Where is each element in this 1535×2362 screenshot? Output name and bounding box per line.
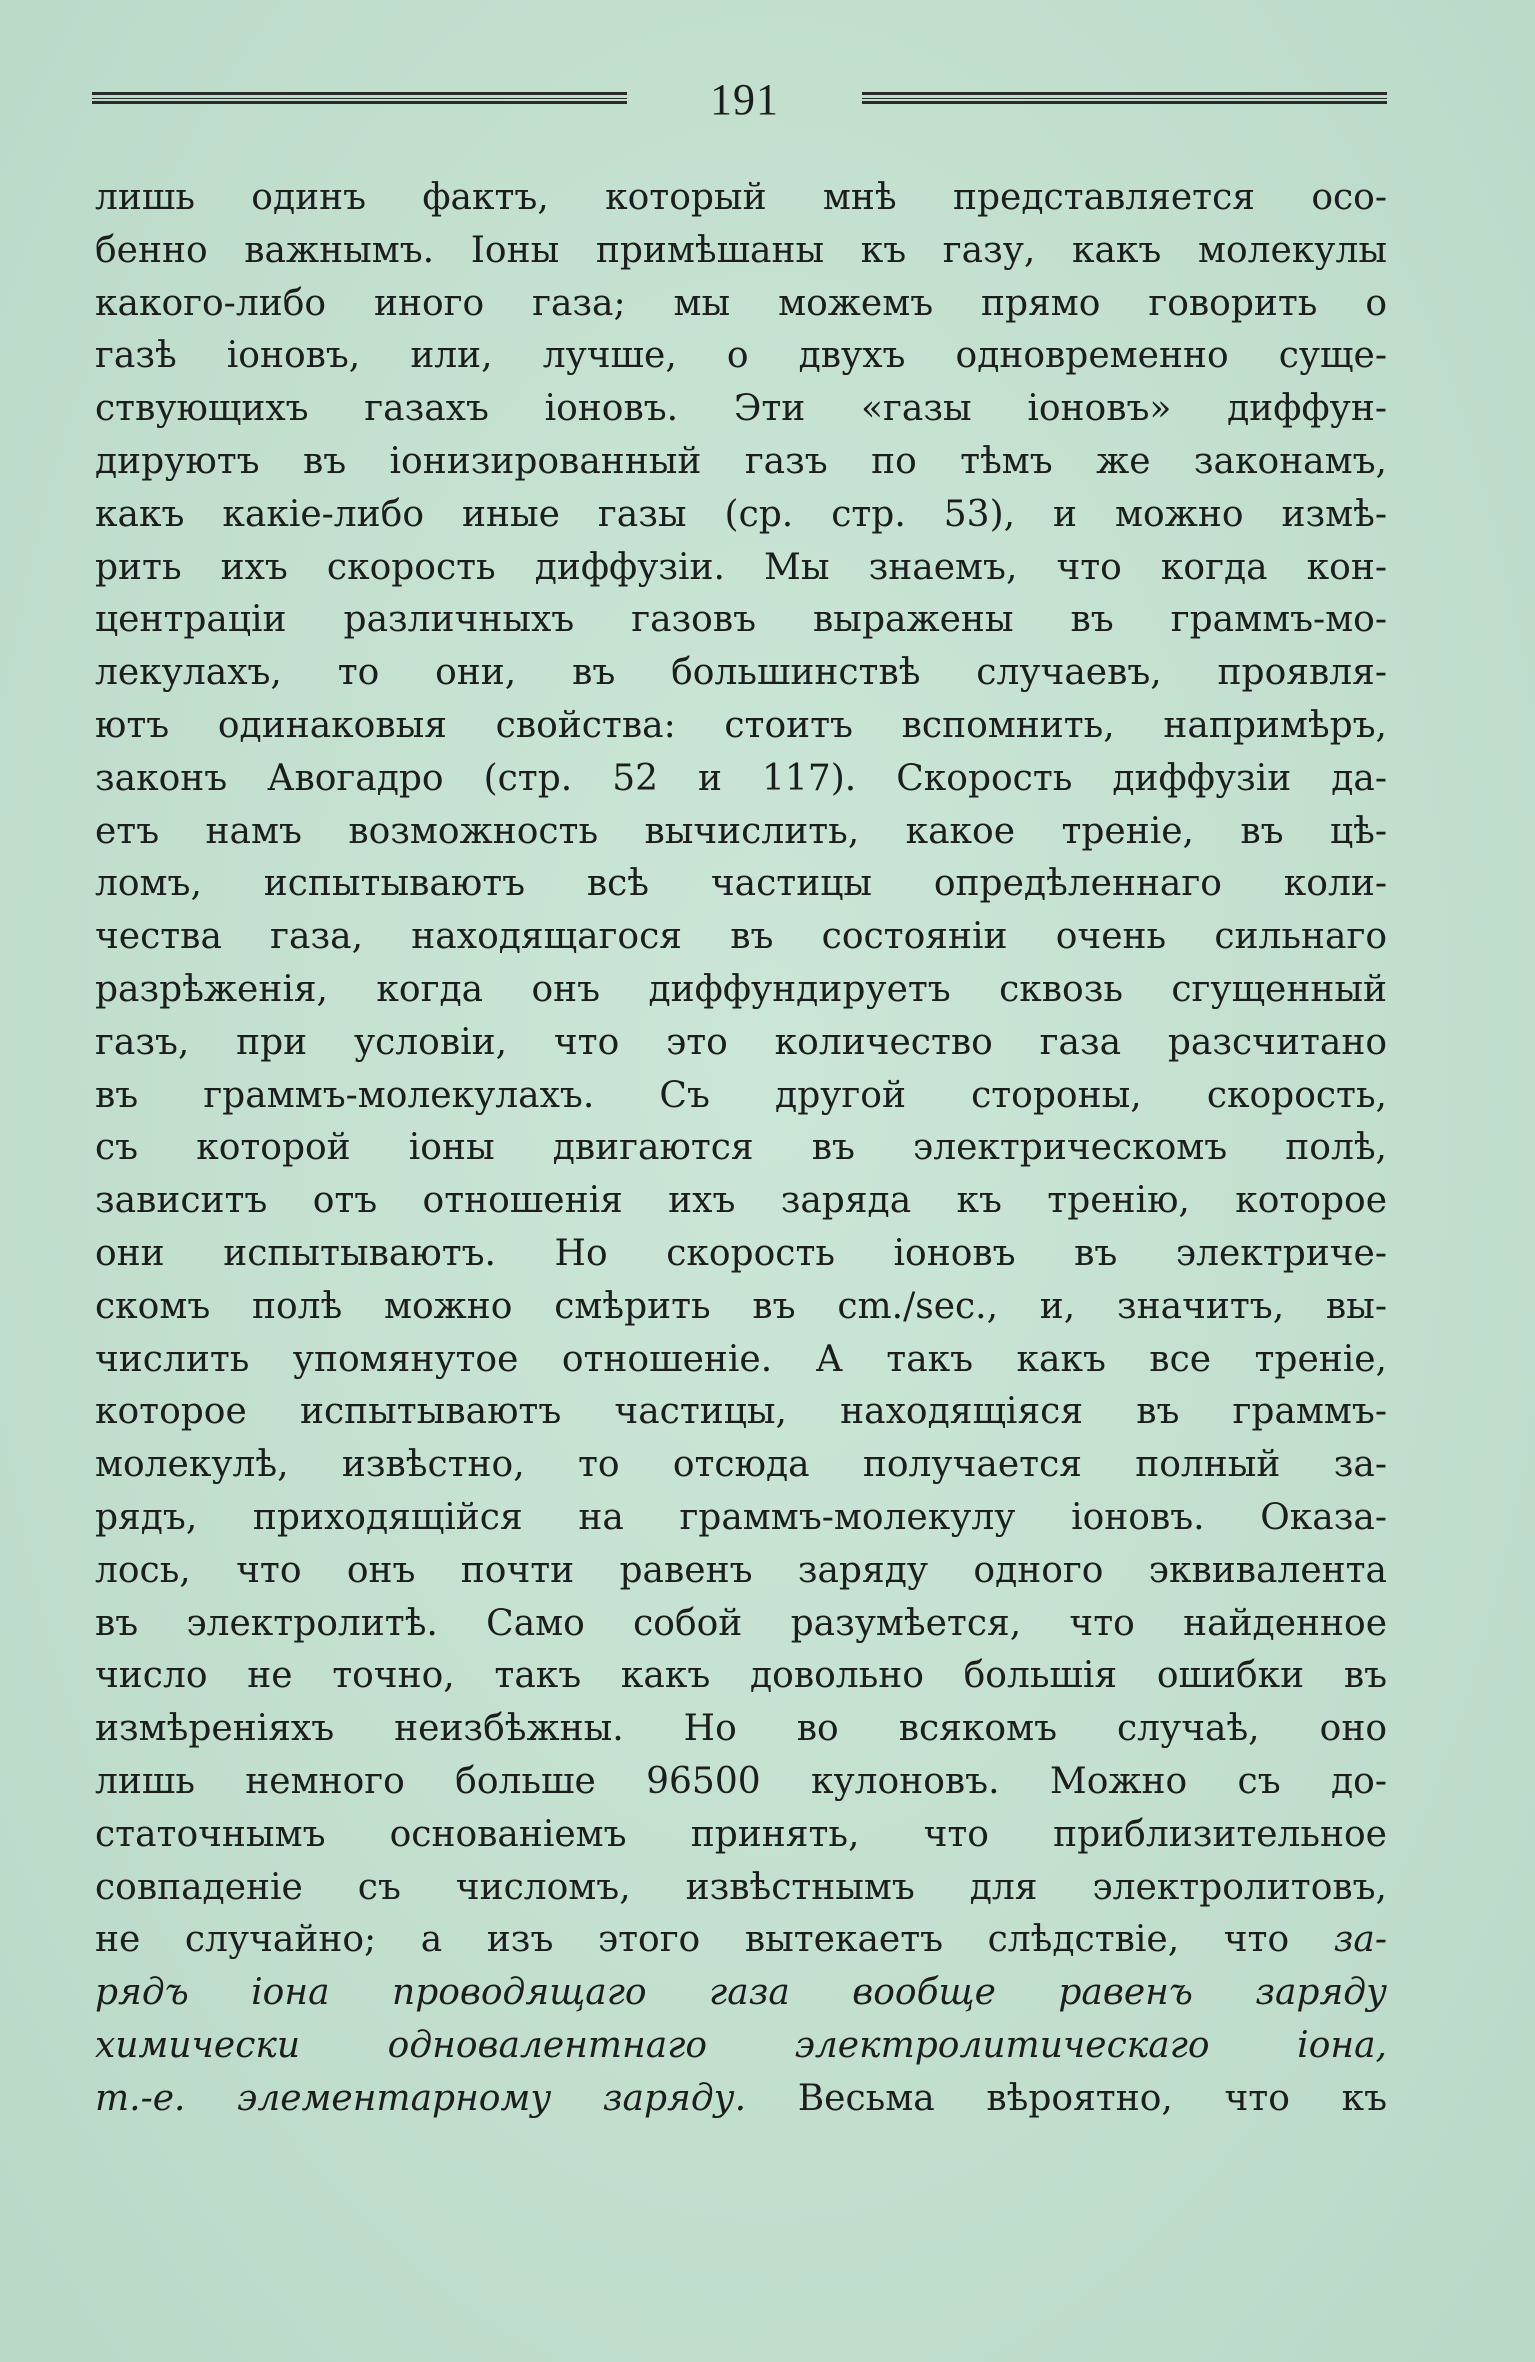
text-line: газѣ іоновъ, или, лучше, о двухъ одновременно суще- xyxy=(95,335,1387,377)
body-text xyxy=(95,172,1387,2125)
text-line: законъ Авогадро (стр. 52 и 117). Скорость диффузіи да- xyxy=(95,757,1387,799)
page-header xyxy=(92,70,1392,130)
text-line: они испытываютъ. Но скорость іоновъ въ электриче- xyxy=(95,1232,1387,1274)
italic-run: т.-е. элементарному заряду. xyxy=(95,2077,747,2119)
text-line: газъ, при условіи, что это количество газа разсчитано xyxy=(95,1021,1387,1063)
text-line: ствующихъ газахъ іоновъ. Эти «газы іоновъ» диффун- xyxy=(95,388,1387,430)
page-number: 191 xyxy=(710,75,779,124)
text-line: разрѣженія, когда онъ диффундируетъ сквозь сгущенный xyxy=(95,968,1387,1010)
text-line: въ граммъ-молекулахъ. Съ другой стороны, скорость, xyxy=(95,1074,1387,1116)
text-line-mixed xyxy=(95,1914,1387,1967)
text-line: лось, что онъ почти равенъ заряду одного эквивалента xyxy=(95,1549,1387,1591)
header-rule-left xyxy=(92,92,627,104)
text-line: скомъ полѣ можно смѣрить въ cm./sec., и, значитъ, вы- xyxy=(95,1285,1387,1327)
text-line: числить упомянутое отношеніе. А такъ какъ все треніе, xyxy=(95,1338,1387,1380)
text-run: Весьма вѣроятно, что къ xyxy=(746,2077,1387,2119)
text-line: дируютъ въ іонизированный газъ по тѣмъ же законамъ, xyxy=(95,440,1387,482)
text-line: съ которой іоны двигаются въ электрическомъ полѣ, xyxy=(95,1127,1387,1169)
text-line: ломъ, испытываютъ всѣ частицы опредѣленнаго коли- xyxy=(95,863,1387,905)
text-line: центраціи различныхъ газовъ выражены въ граммъ-мо- xyxy=(95,599,1387,641)
text-line: которое испытываютъ частицы, находящіяся въ граммъ- xyxy=(95,1391,1387,1433)
text-line: какъ какіе-либо иные газы (ср. стр. 53), и можно измѣ- xyxy=(95,493,1387,535)
text-line: совпаденіе съ числомъ, извѣстнымъ для электролитовъ, xyxy=(95,1866,1387,1908)
italic-run: за- xyxy=(1333,1919,1387,1961)
text-line: ютъ одинаковыя свойства: стоитъ вспомнить, напримѣръ, xyxy=(95,704,1387,746)
text-line: статочнымъ основаніемъ принять, что приблизительное xyxy=(95,1813,1387,1855)
text-line: чества газа, находящагося въ состояніи очень сильнаго xyxy=(95,916,1387,958)
italic-line: рядъ іона проводящаго газа вообще равенъ заряду xyxy=(95,1972,1387,2014)
text-line: етъ намъ возможность вычислить, какое треніе, въ цѣ- xyxy=(95,810,1387,852)
text-line: бенно важнымъ. Іоны примѣшаны къ газу, какъ молекулы xyxy=(95,229,1387,271)
text-line: какого-либо иного газа; мы можемъ прямо говорить о xyxy=(95,282,1387,324)
text-line-mixed xyxy=(95,2073,1387,2126)
text-line: въ электролитѣ. Само собой разумѣется, что найденное xyxy=(95,1602,1387,1644)
text-line: зависитъ отъ отношенія ихъ заряда къ тренію, которое xyxy=(95,1180,1387,1222)
text-run: не случайно; а изъ этого вытекаетъ слѣдствіе, что xyxy=(95,1919,1334,1961)
text-line: лишь немного больше 96500 кулоновъ. Можно съ до- xyxy=(95,1760,1387,1802)
text-line: лишь одинъ фактъ, который мнѣ представляется осо- xyxy=(95,177,1387,218)
text-line: число не точно, такъ какъ довольно большія ошибки въ xyxy=(95,1655,1387,1697)
header-rule-right xyxy=(862,92,1387,104)
text-line: молекулѣ, извѣстно, то отсюда получается полный за- xyxy=(95,1444,1387,1486)
text-line: рядъ, приходящійся на граммъ-молекулу іоновъ. Оказа- xyxy=(95,1496,1387,1538)
text-line: лекулахъ, то они, въ большинствѣ случаевъ, проявля- xyxy=(95,652,1387,694)
text-line: рить ихъ скорость диффузіи. Мы знаемъ, что когда кон- xyxy=(95,546,1387,588)
text-line: измѣреніяхъ неизбѣжны. Но во всякомъ случаѣ, оно xyxy=(95,1708,1387,1750)
italic-line: химически одновалентнаго электролитическаго іона, xyxy=(95,2024,1387,2066)
